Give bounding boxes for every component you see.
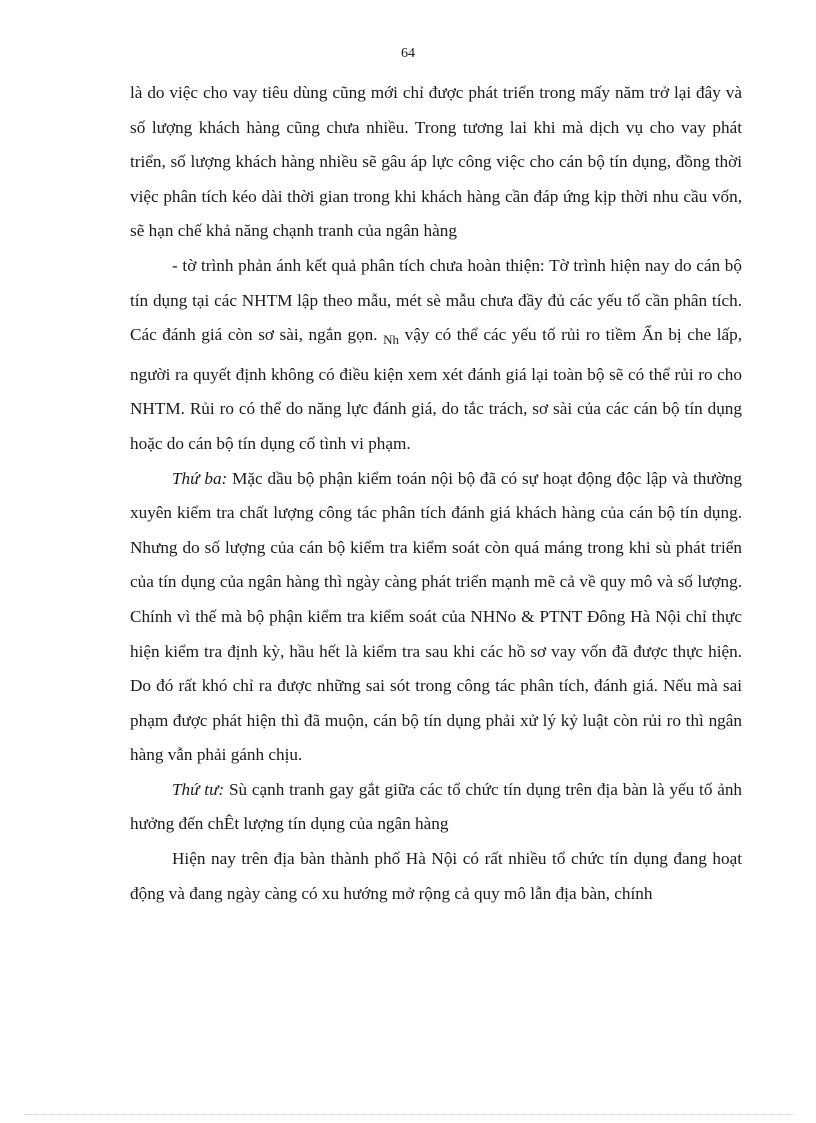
paragraph-fourth xyxy=(130,773,742,842)
paragraph-report-text-2: vậy có thể các yếu tố rủi ro tiềm Ẩn bị che lấp, người ra quyết định không có điều kiện xem xét đánh giá lại toàn bộ sẽ có thể rủi ro cho NHTM. Rủi ro có thể do năng lực đánh giá, do tắc trách, sơ sài của các cán bộ tín dụng hoặc do cán bộ tín dụng cố tình vi phạm. xyxy=(130,325,742,453)
paragraph-report-incomplete xyxy=(130,249,742,462)
document-body xyxy=(130,76,742,911)
paragraph-report-subscript: Nh xyxy=(383,332,400,348)
paragraph-fourth-lead: Thứ tư: xyxy=(172,779,225,799)
page-number: 64 xyxy=(401,46,415,61)
paragraph-third-text: Mặc dầu bộ phận kiểm toán nội bộ đã có sự hoạt động độc lập và thường xuyên kiểm tra chất lượng công tác phân tích đánh giá khách hàng của cán bộ tín dụng. Nhưng do số lượng của cán bộ kiểm tra kiểm soát còn quá máng trong khi sù phát triển của tín dụng của ngân hàng thì ngày càng phát triển mạnh mẽ cả về quy mô và số lượng. Chính vì thế mà bộ phận kiểm tra kiểm soát của NHNo & PTNT Đông Hà Nội chỉ thực hiện kiểm tra định kỳ, hầu hết là kiểm tra sau khi các hồ sơ vay vốn đã được thực hiện. Do đó rất khó chỉ ra được những sai sót trong công tác phân tích, đánh giá. Nếu mà sai phạm được phát hiện thì đã muộn, cán bộ tín dụng phải xử lý kỷ luật còn rủi ro thì ngân hàng vẫn phải gánh chịu. xyxy=(130,468,742,765)
paragraph-consumer-lending: là do việc cho vay tiêu dùng cũng mới chỉ được phát triển trong mấy năm trở lại đây và số lượng khách hàng cũng chưa nhiều. Trong tương lai khi mà dịch vụ cho vay phát triển, số lượng khách hàng nhiều sẽ gâu áp lực công việc cho cán bộ tín dụng, đồng thời việc phân tích kéo dài thời gian trong khi khách hàng cần đáp ứng kịp thời nhu cầu vốn, sẽ hạn chế khả năng chạnh tranh của ngân hàng xyxy=(130,83,742,241)
paragraph-report-text-1: - tờ trình phản ánh kết quả phân tích chưa hoàn thiện: Tờ trình hiện nay do cán bộ tín dụng tại các NHTM lập theo mẫu, mét sè mẫu chưa đầy đủ các yếu tố cần phân tích. Các đánh giá còn sơ sài, ngắn gọn. xyxy=(130,255,742,345)
paragraph-fourth-text: Sù cạnh tranh gay gắt giữa các tổ chức tín dụng trên địa bàn là yếu tố ảnh hưởng đến chÊt lượng tín dụng của ngân hàng xyxy=(130,779,743,834)
paragraph-hanoi-competition: Hiện nay trên địa bàn thành phố Hà Nội có rất nhiều tổ chức tín dụng đang hoạt động và đang ngày càng có xu hướng mở rộng cả quy mô lẫn địa bàn, chính xyxy=(130,849,742,903)
page-bottom-divider xyxy=(24,1114,794,1115)
paragraph-third-lead: Thứ ba: xyxy=(172,468,228,488)
paragraph-third xyxy=(130,462,742,773)
